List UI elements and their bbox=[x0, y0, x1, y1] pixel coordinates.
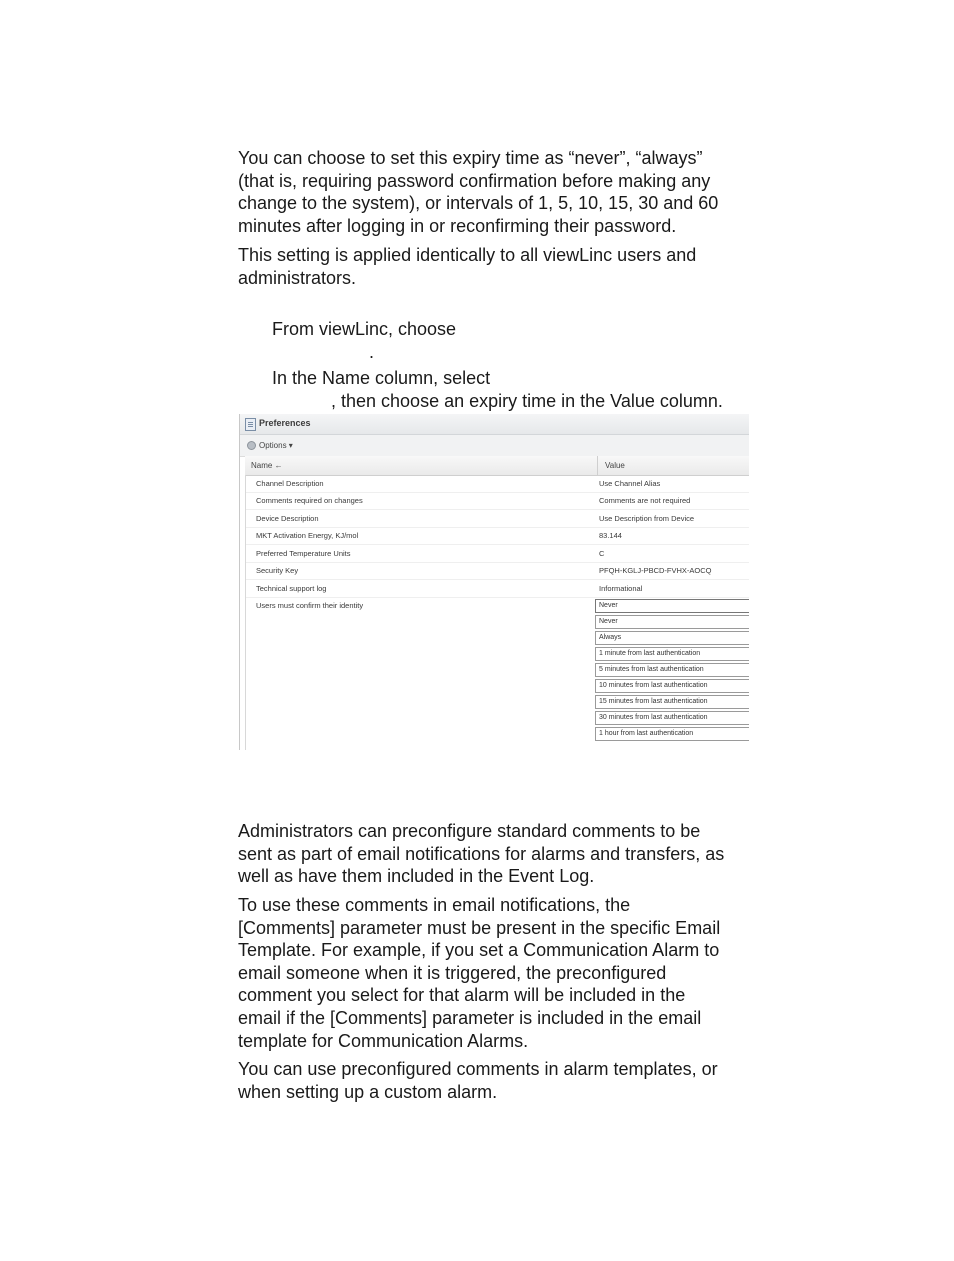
row-name: Comments required on changes bbox=[256, 496, 363, 505]
preference-row[interactable] bbox=[246, 475, 749, 493]
step-2-text: In the Name column, select bbox=[272, 368, 491, 388]
text-line: This setting is applied identically to all viewLinc users and bbox=[238, 245, 697, 265]
column-header-value[interactable]: Value bbox=[605, 461, 625, 470]
text-line: (that is, requiring password confirmation before making any bbox=[238, 170, 711, 191]
text-line: email if the [Comments] parameter is included in the email bbox=[238, 1007, 702, 1028]
step-2-trailing: , then choose an expiry time in the Value column. bbox=[331, 390, 723, 411]
column-header-name[interactable]: Name ← bbox=[251, 461, 283, 470]
dropdown-option[interactable]: 30 minutes from last authentication bbox=[595, 711, 749, 725]
row-value: Use Channel Alias bbox=[599, 479, 661, 488]
expiry-dropdown-selected[interactable]: Never bbox=[595, 599, 749, 613]
preferences-titlebar bbox=[240, 414, 749, 435]
row-name: Users must confirm their identity bbox=[256, 601, 364, 610]
text-line: well as have them included in the Event Log. bbox=[238, 866, 595, 887]
options-button[interactable] bbox=[247, 439, 293, 452]
comments-paragraph-2 bbox=[238, 894, 758, 1052]
text-line: change to the system), or intervals of 1, 5, 10, 15, 30 and 60 bbox=[238, 193, 719, 214]
row-value: Comments are not required bbox=[599, 496, 691, 505]
gear-icon bbox=[247, 441, 256, 450]
dropdown-option[interactable]: Never bbox=[595, 615, 749, 629]
dropdown-option[interactable]: 1 hour from last authentication bbox=[595, 727, 749, 741]
text-line: template for Communication Alarms. bbox=[238, 1030, 529, 1051]
row-value: Use Description from Device bbox=[599, 514, 695, 523]
preference-row[interactable] bbox=[246, 510, 749, 528]
preference-row[interactable] bbox=[246, 492, 749, 510]
text-line: when setting up a custom alarm. bbox=[238, 1081, 498, 1102]
dropdown-option[interactable]: 1 minute from last authentication bbox=[595, 647, 749, 661]
column-divider bbox=[597, 456, 598, 475]
preference-row[interactable] bbox=[246, 527, 749, 545]
row-value: Informational bbox=[599, 584, 643, 593]
preferences-title: Preferences bbox=[259, 418, 311, 428]
text-line: comment you select for that alarm will be included in the bbox=[238, 985, 686, 1006]
dropdown-option[interactable]: 15 minutes from last authentication bbox=[595, 695, 749, 709]
row-name: Technical support log bbox=[256, 584, 327, 593]
text-line: administrators. bbox=[238, 267, 357, 288]
row-value: PFQH-KGLJ-PBCD-FVHX-AOCQ bbox=[599, 566, 712, 575]
dropdown-option[interactable]: 10 minutes from last authentication bbox=[595, 679, 749, 693]
preferences-screenshot bbox=[239, 414, 749, 750]
row-value: 83.144 bbox=[599, 531, 622, 540]
step-1-text: From viewLinc, choose bbox=[272, 319, 457, 339]
text-line: You can choose to set this expiry time as “never”, “always” bbox=[238, 148, 703, 168]
row-name: Device Description bbox=[256, 514, 319, 523]
options-label: Options ▾ bbox=[259, 441, 293, 450]
row-name: Channel Description bbox=[256, 479, 324, 488]
row-name: MKT Activation Energy, KJ/mol bbox=[256, 531, 359, 540]
intro-paragraph-1 bbox=[238, 147, 758, 237]
text-line: sent as part of email notifications for alarms and transfers, as bbox=[238, 843, 725, 864]
step-2 bbox=[272, 367, 752, 412]
step-1-trailing: . bbox=[369, 341, 375, 362]
text-line: [Comments] parameter must be present in the specific Email bbox=[238, 917, 721, 938]
text-line: Administrators can preconfigure standard comments to be bbox=[238, 821, 701, 841]
preferences-toolbar bbox=[240, 435, 749, 457]
preference-row[interactable] bbox=[246, 545, 749, 563]
dropdown-option[interactable]: 5 minutes from last authentication bbox=[595, 663, 749, 677]
preference-row[interactable] bbox=[246, 562, 749, 580]
dropdown-option[interactable]: Always bbox=[595, 631, 749, 645]
text-line: Template. For example, if you set a Communication Alarm to bbox=[238, 940, 720, 961]
intro-paragraph-2 bbox=[238, 244, 758, 289]
preferences-icon bbox=[245, 418, 256, 431]
text-line: You can use preconfigured comments in alarm templates, or bbox=[238, 1059, 718, 1079]
text-line: minutes after logging in or reconfirming their password. bbox=[238, 215, 677, 236]
comments-paragraph-3 bbox=[238, 1058, 758, 1103]
comments-paragraph-1 bbox=[238, 820, 758, 888]
preference-row[interactable] bbox=[246, 580, 749, 598]
row-name: Security Key bbox=[256, 566, 299, 575]
text-line: email someone when it is triggered, the preconfigured bbox=[238, 962, 667, 983]
step-1 bbox=[272, 318, 752, 363]
row-name: Preferred Temperature Units bbox=[256, 549, 351, 558]
grid-header bbox=[245, 456, 749, 476]
row-value: C bbox=[599, 549, 605, 558]
text-line: To use these comments in email notifications, the bbox=[238, 895, 631, 915]
